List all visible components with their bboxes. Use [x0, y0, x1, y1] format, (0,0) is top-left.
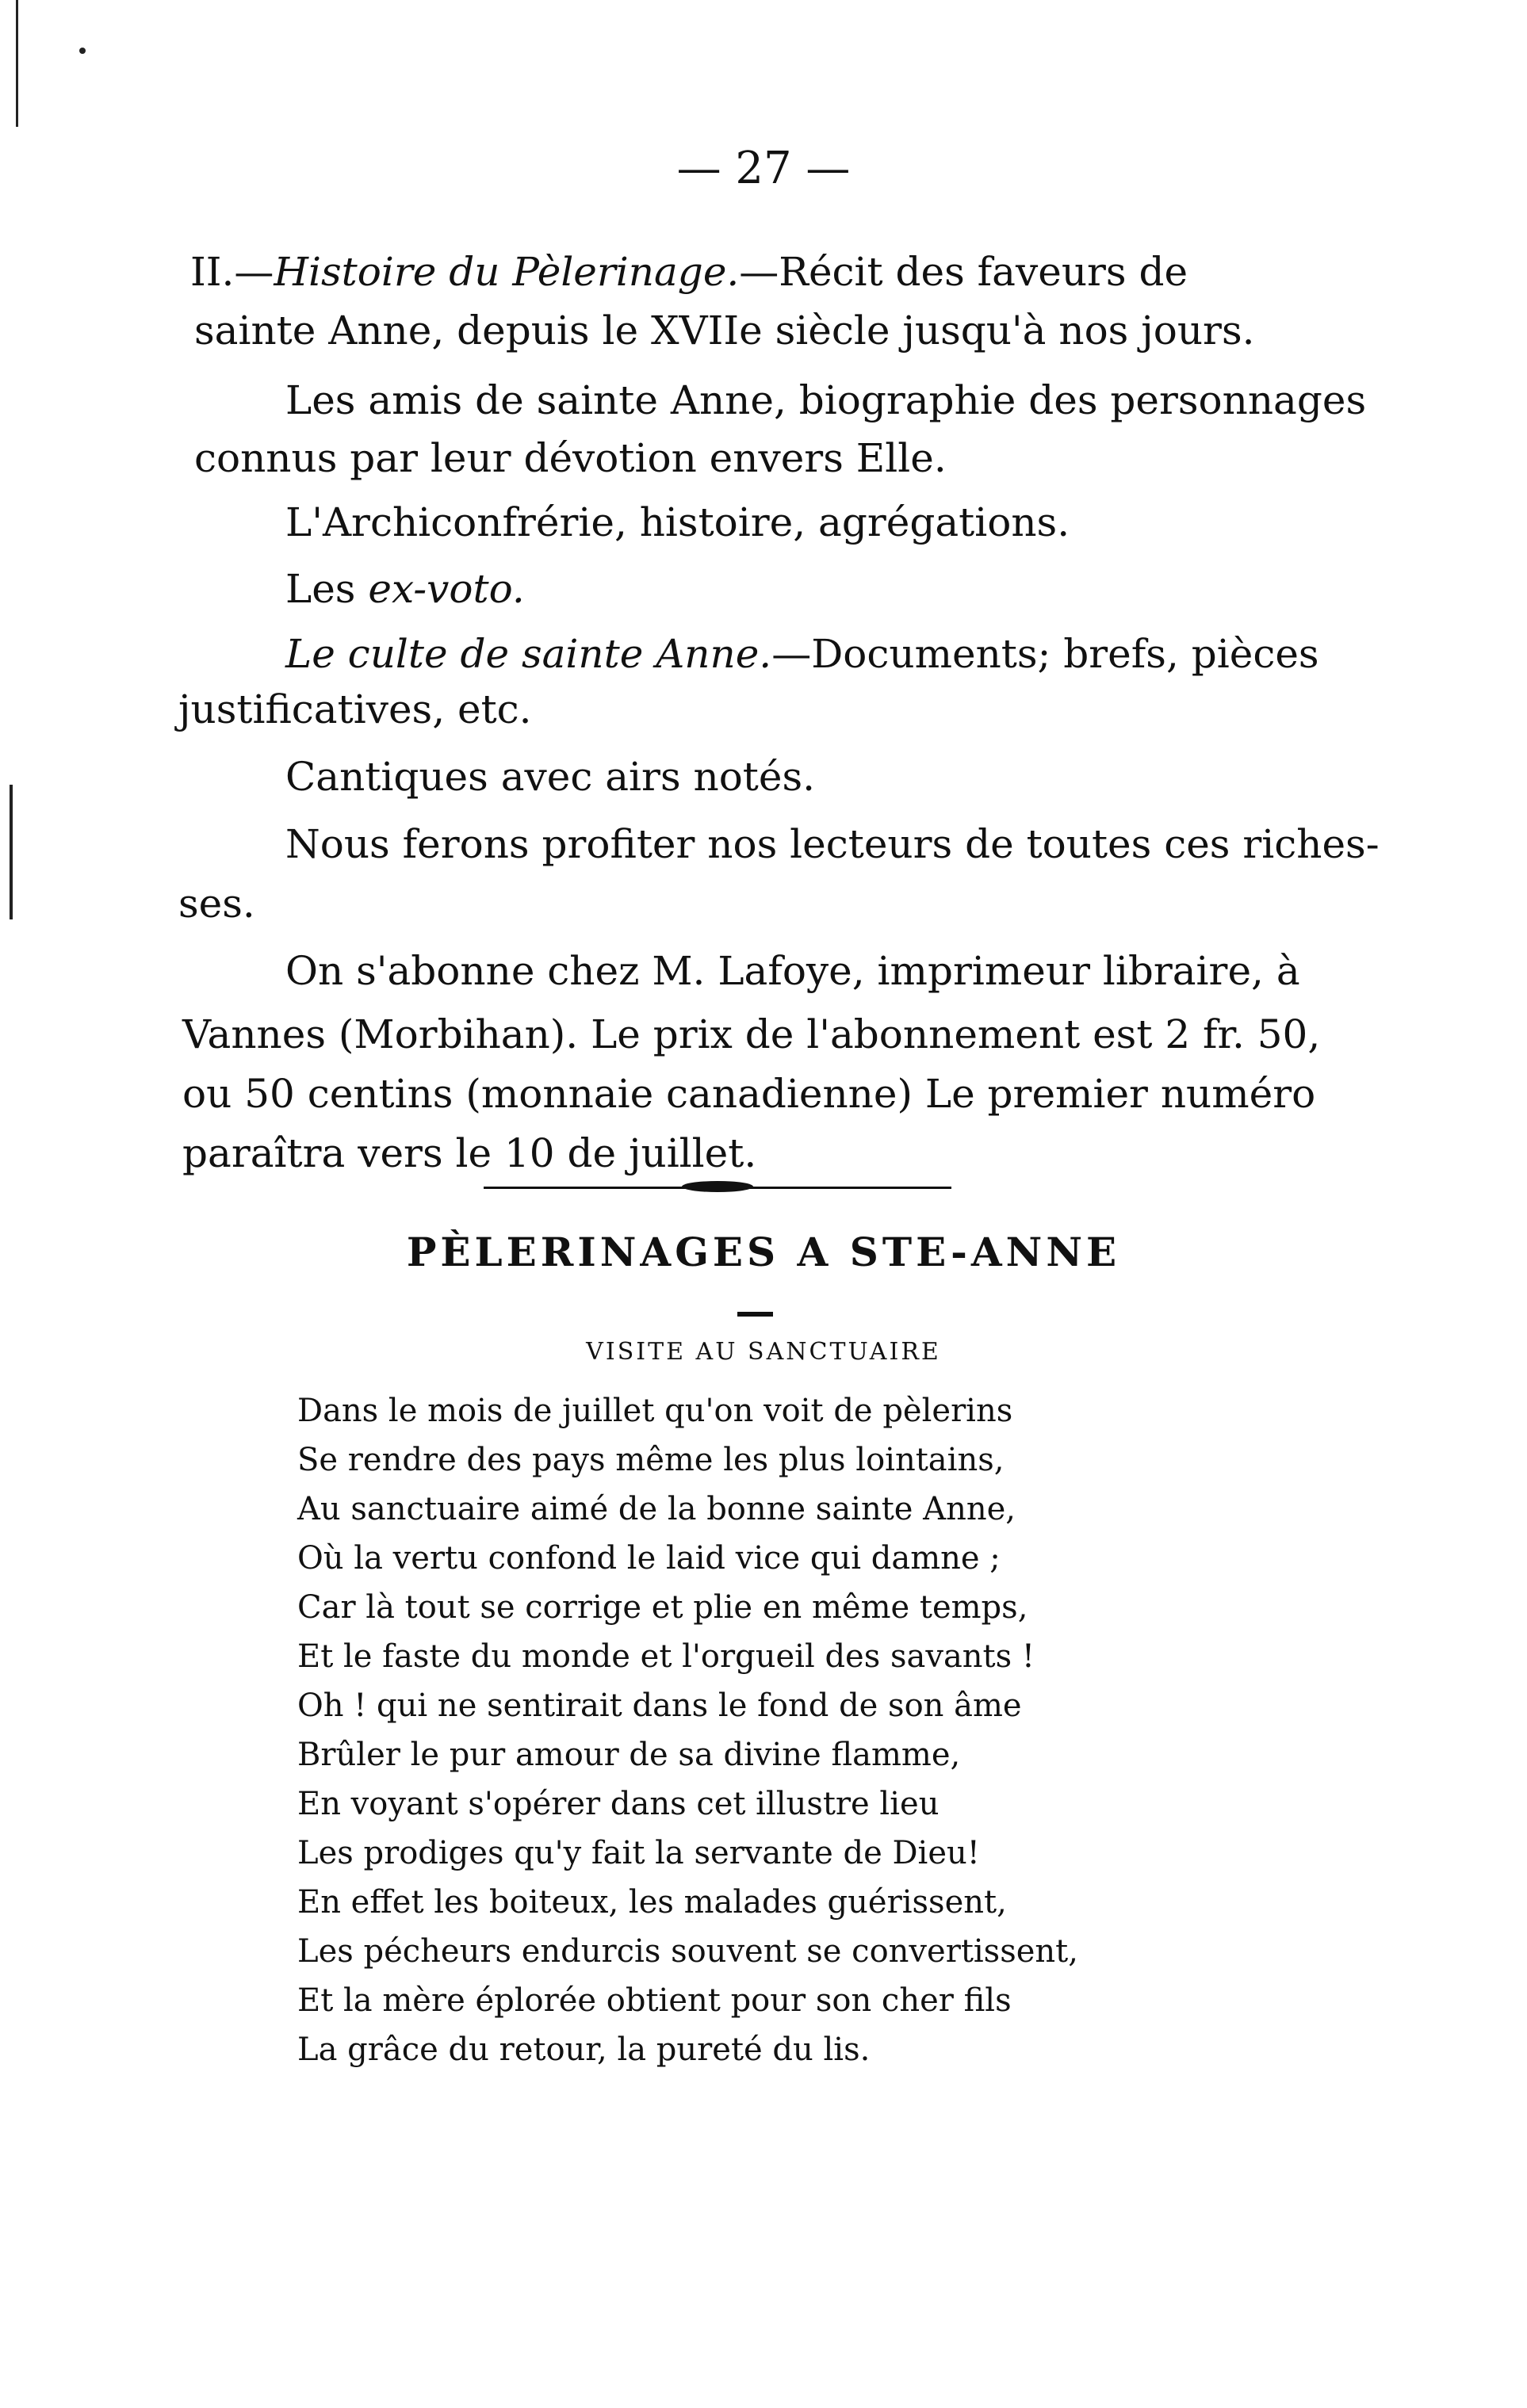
text-line-1	[190, 249, 1188, 295]
text-italic: ex-voto.	[368, 566, 525, 612]
poem-line: Et le faste du monde et l'orgueil des savants !	[297, 1638, 1035, 1675]
poem-line: Car là tout se corrige et plie en même temps,	[297, 1589, 1028, 1626]
text-line-7	[285, 631, 1319, 677]
poem-line: En voyant s'opérer dans cet illustre lieu	[297, 1786, 940, 1822]
text-plain: —Documents; brefs, pièces	[771, 631, 1319, 677]
section-title: Histoire du Pèlerinage.	[274, 249, 740, 295]
text-line-4: connus par leur dévotion envers Elle.	[194, 435, 947, 481]
section-label: II.—	[190, 249, 274, 295]
poem-line: Et la mère éplorée obtient pour son cher fils	[297, 1982, 1012, 2019]
poem-line: Brûler le pur amour de sa divine flamme,	[297, 1737, 961, 1773]
text-plain: Les	[285, 566, 369, 612]
poem-line: Dans le mois de juillet qu'on voit de pèlerins	[297, 1393, 1013, 1429]
text-line-2: sainte Anne, depuis le XVIIe siècle jusqu'à nos jours.	[194, 308, 1255, 354]
text-line-11: ses.	[178, 881, 255, 927]
text-line-13: Vannes (Morbihan). Le prix de l'abonnement est 2 fr. 50,	[182, 1011, 1321, 1057]
section-text: —Récit des faveurs de	[739, 249, 1188, 295]
poem-line: Se rendre des pays même les plus lointains,	[297, 1442, 1005, 1478]
margin-mark	[16, 0, 18, 127]
section-heading: PÈLERINAGES A STE-ANNE	[406, 1229, 1121, 1275]
text-line-12: On s'abonne chez M. Lafoye, imprimeur libraire, à	[285, 948, 1300, 994]
poem-line: Oh ! qui ne sentirait dans le fond de son âme	[297, 1688, 1022, 1724]
poem-line: Les pécheurs endurcis souvent se convertissent,	[297, 1933, 1078, 1970]
text-line-10: Nous ferons profiter nos lecteurs de toutes ces riches-	[285, 821, 1380, 867]
poem-line: Les prodiges qu'y fait la servante de Dieu!	[297, 1835, 980, 1871]
text-line-3: Les amis de sainte Anne, biographie des personnages	[285, 377, 1367, 423]
poem-line: Où la vertu confond le laid vice qui damne ;	[297, 1540, 1001, 1577]
text-line-14: ou 50 centins (monnaie canadienne) Le premier numéro	[182, 1071, 1316, 1117]
text-line-15: paraîtra vers le 10 de juillet.	[182, 1130, 757, 1176]
text-italic: Le culte de sainte Anne.	[285, 631, 772, 677]
margin-mark	[10, 785, 13, 919]
heading-dash	[737, 1312, 773, 1317]
text-line-9: Cantiques avec airs notés.	[285, 754, 816, 800]
text-line-5: L'Archiconfrérie, histoire, agrégations.	[285, 499, 1070, 545]
page-number: — 27 —	[676, 143, 851, 194]
text-line-8: justificatives, etc.	[178, 686, 532, 732]
poem-line: En effet les boiteux, les malades guérissent,	[297, 1884, 1007, 1921]
section-subheading: VISITE AU SANCTUAIRE	[586, 1338, 941, 1366]
poem-line: La grâce du retour, la pureté du lis.	[297, 2032, 871, 2068]
text-line-6	[285, 566, 525, 612]
divider-ornament	[682, 1181, 753, 1192]
poem-line: Au sanctuaire aimé de la bonne sainte Anne,	[297, 1491, 1016, 1527]
margin-mark	[79, 48, 86, 54]
